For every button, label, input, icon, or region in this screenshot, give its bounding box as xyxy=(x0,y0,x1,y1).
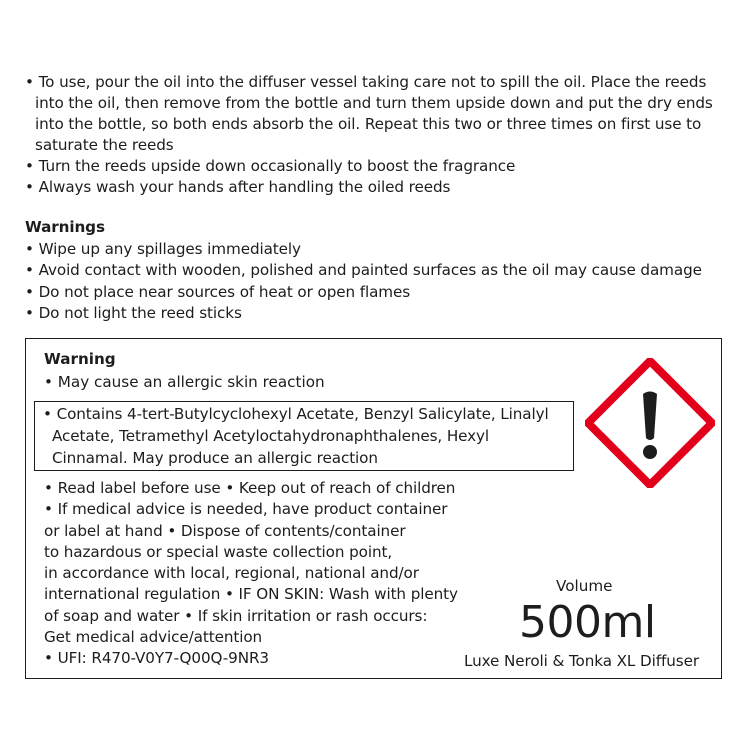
usage-line: into the oil, then remove from the bottle and turn them upside down and put the dry ends xyxy=(35,94,713,112)
warning-item: • Do not light the reed sticks xyxy=(25,304,242,323)
volume-label: Volume xyxy=(556,577,613,595)
volume-value: 500ml xyxy=(519,597,656,648)
precaution-line: • If medical advice is needed, have product container xyxy=(44,500,448,519)
usage-line: into the bottle, so both ends absorb the oil. Repeat this two or three times on first use to xyxy=(35,115,702,133)
label-warning-title: Warning xyxy=(44,350,116,368)
ufi-code: • UFI: R470-V0Y7-Q00Q-9NR3 xyxy=(44,649,269,668)
exclamation-mark-hazard-icon xyxy=(585,358,715,488)
contains-allergens-box xyxy=(34,401,574,471)
precaution-line: Get medical advice/attention xyxy=(44,628,263,647)
contains-line: Cinnamal. May produce an allergic reaction xyxy=(52,449,378,467)
usage-line: • Always wash your hands after handling the oiled reeds xyxy=(25,178,451,196)
precaution-line: to hazardous or special waste collection point, xyxy=(44,542,393,561)
precaution-line: in accordance with local, regional, national and/or xyxy=(44,564,419,583)
precaution-line: or label at hand • Dispose of contents/container xyxy=(44,521,406,540)
usage-instructions xyxy=(25,72,725,198)
warnings-title: Warnings xyxy=(25,218,105,236)
warnings-section xyxy=(25,217,725,325)
contains-line: Acetate, Tetramethyl Acetyloctahydronaphthalenes, Hexyl xyxy=(52,427,490,445)
usage-line: • To use, pour the oil into the diffuser vessel taking care not to spill the oil. Place the reeds xyxy=(25,73,707,91)
usage-line: • Turn the reeds upside down occasionally to boost the fragrance xyxy=(25,157,516,175)
precaution-line: • Read label before use • Keep out of reach of children xyxy=(44,479,456,497)
precaution-line: of soap and water • If skin irritation or rash occurs: xyxy=(44,606,428,625)
product-name: Luxe Neroli & Tonka XL Diffuser xyxy=(464,652,699,670)
warning-item: • Do not place near sources of heat or open flames xyxy=(25,282,411,301)
contains-line: • Contains 4-tert-Butylcyclohexyl Acetate, Benzyl Salicylate, Linalyl xyxy=(43,405,549,423)
warning-item: • Avoid contact with wooden, polished and painted surfaces as the oil may cause damage xyxy=(25,261,702,280)
precautionary-statements xyxy=(44,478,458,670)
precaution-line: international regulation • IF ON SKIN: Wash with plenty xyxy=(44,585,458,604)
label-warning-line: • May cause an allergic skin reaction xyxy=(44,373,325,391)
usage-line: saturate the reeds xyxy=(35,136,174,154)
hazard-label-box xyxy=(25,338,722,679)
warning-item: • Wipe up any spillages immediately xyxy=(25,239,301,258)
